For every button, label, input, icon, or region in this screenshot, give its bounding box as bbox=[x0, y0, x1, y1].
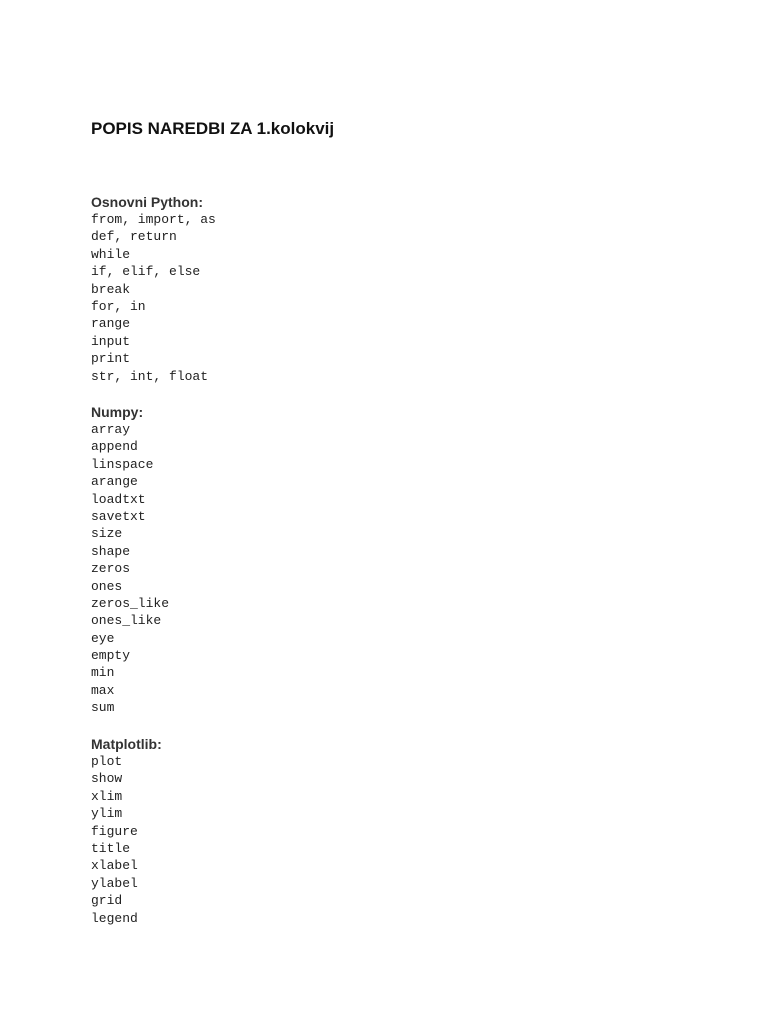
command-item: figure bbox=[91, 823, 138, 839]
section-heading: Matplotlib: bbox=[91, 736, 162, 752]
command-item: sum bbox=[91, 700, 115, 716]
command-item: shape bbox=[91, 543, 131, 559]
command-item: zeros_like bbox=[91, 595, 170, 611]
command-list bbox=[91, 211, 216, 385]
command-item: plot bbox=[91, 754, 123, 769]
page-title: POPIS NAREDBI ZA 1.kolokvij bbox=[91, 119, 335, 138]
command-item: linspace bbox=[91, 456, 154, 472]
command-item: ylabel bbox=[91, 875, 138, 891]
command-item: grid bbox=[91, 893, 123, 909]
command-item: ones bbox=[91, 578, 123, 594]
command-item: max bbox=[91, 682, 115, 698]
command-list bbox=[91, 421, 169, 717]
command-item: savetxt bbox=[91, 508, 146, 524]
command-item: legend bbox=[91, 910, 138, 926]
command-item: xlim bbox=[91, 788, 123, 804]
command-item: append bbox=[91, 439, 138, 455]
command-item: from, import, as bbox=[91, 212, 216, 227]
command-list bbox=[91, 753, 162, 927]
command-item: arange bbox=[91, 474, 138, 490]
command-item: show bbox=[91, 771, 123, 787]
command-item: array bbox=[91, 422, 131, 437]
command-item: size bbox=[91, 526, 123, 542]
command-item: eye bbox=[91, 630, 115, 646]
command-item: def, return bbox=[91, 229, 177, 245]
command-item: ylim bbox=[91, 806, 123, 822]
command-item: loadtxt bbox=[91, 491, 146, 507]
section-heading: Numpy: bbox=[91, 404, 144, 420]
command-item: while bbox=[91, 246, 131, 262]
section-heading: Osnovni Python: bbox=[91, 194, 203, 210]
command-item: empty bbox=[91, 648, 131, 664]
command-item: ones_like bbox=[91, 613, 162, 629]
command-item: xlabel bbox=[91, 858, 138, 874]
section-osnovni-python bbox=[91, 193, 216, 385]
command-item: print bbox=[91, 351, 131, 367]
command-item: zeros bbox=[91, 561, 131, 577]
command-item: range bbox=[91, 316, 131, 332]
command-item: title bbox=[91, 840, 131, 856]
command-item: if, elif, else bbox=[91, 264, 201, 280]
section-numpy bbox=[91, 403, 169, 717]
command-item: str, int, float bbox=[91, 368, 209, 384]
command-item: min bbox=[91, 665, 115, 681]
section-matplotlib bbox=[91, 735, 162, 927]
command-item: input bbox=[91, 333, 131, 349]
command-item: for, in bbox=[91, 298, 146, 314]
command-item: break bbox=[91, 281, 131, 297]
